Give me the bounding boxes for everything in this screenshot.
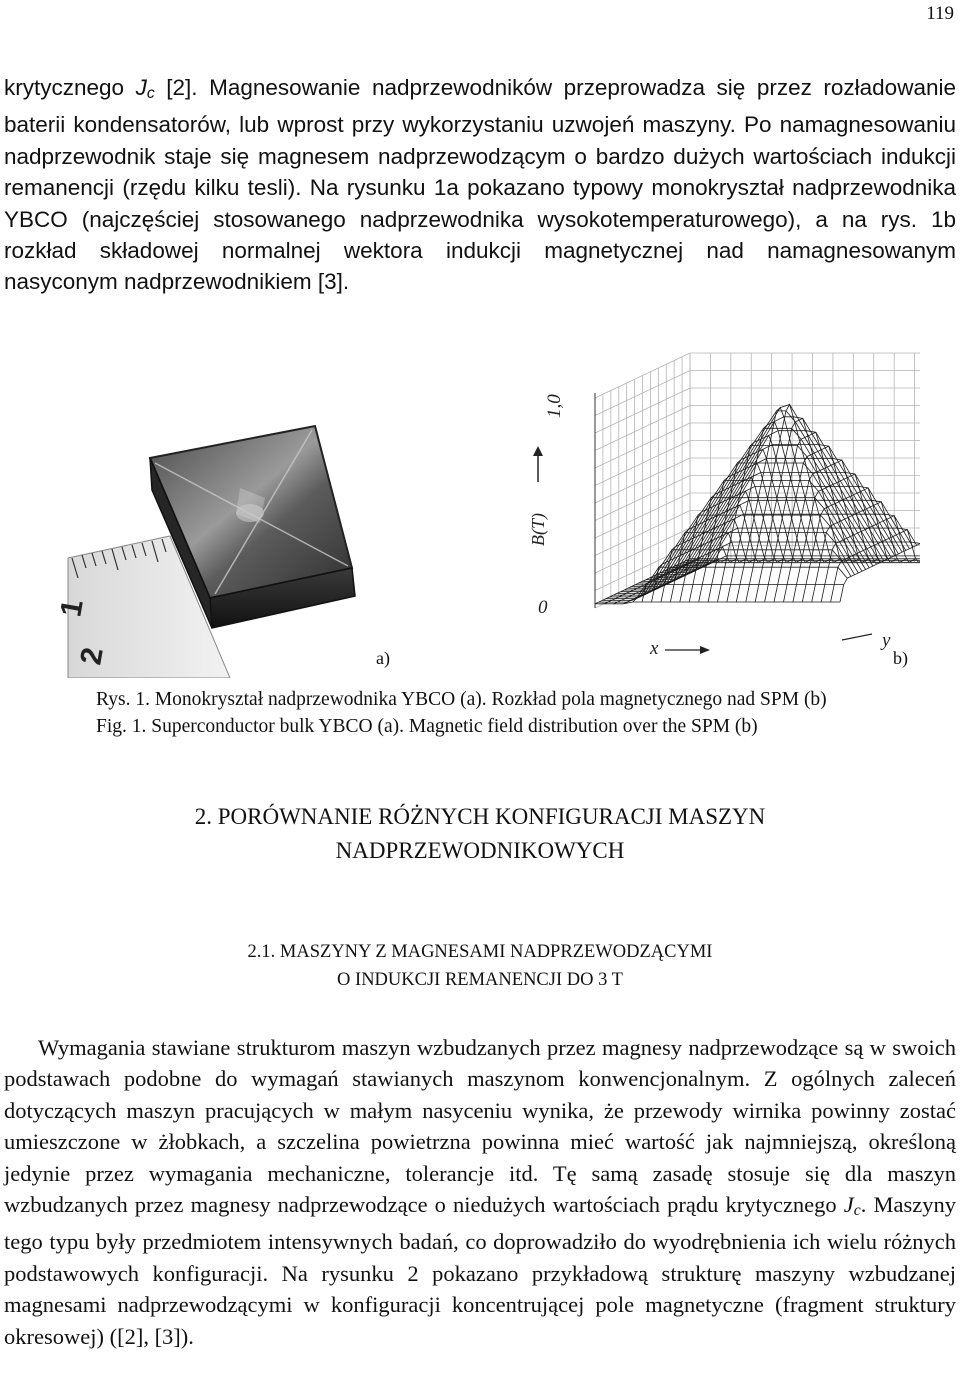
body-paragraph (4, 1032, 956, 1352)
ybco-crystal-photo (60, 418, 390, 678)
mesh-line-u (840, 544, 920, 603)
field-mesh-svg (500, 348, 920, 673)
crystal-photo-drawing (60, 418, 390, 678)
figure-caption-en: Fig. 1. Superconductor bulk YBCO (a). Magnetic field distribution over the SPM (b) (96, 716, 758, 737)
figure-label-a: a) (376, 648, 390, 668)
subsection-title-line2: O INDUKCJI REMANENCJI DO 3 T (337, 970, 623, 990)
z-axis-label (528, 446, 549, 546)
x-axis-arrowhead (700, 646, 710, 654)
field-surface-mesh (595, 405, 920, 604)
section-title-line1: 2. PORÓWNANIE RÓŻNYCH KONFIGURACJI MASZYN (194, 804, 766, 829)
figure-1 (60, 348, 920, 678)
figure-caption-pl: Rys. 1. Monokryształ nadprzewodnika YBCO (a). Rozkład pola magnetycznego nad SPM (b) (96, 689, 827, 710)
svg-text:B(T): B(T) (528, 512, 548, 546)
page-number: 119 (926, 3, 954, 24)
z-tick-bottom: 0 (538, 597, 548, 618)
section-heading (0, 800, 960, 868)
section-title-line2: NADPRZEWODNIKOWYCH (335, 838, 625, 863)
intro-paragraph (4, 72, 956, 298)
x-axis-label: x (650, 638, 659, 659)
mesh-line-u (746, 405, 841, 603)
z-tick-top: 1,0 (544, 394, 565, 418)
y-axis-arrow-line (842, 634, 872, 640)
subsection-title-line1: 2.1. MASZYNY Z MAGNESAMI NADPRZEWODZĄCYMI (247, 942, 713, 962)
body-text-part1: Wymagania stawiane strukturom maszyn wzbudzanych przez magnesy nadprzewodzące są w swoich podstawach podobne do wymagań stawianych maszynom konwencjonalnym. Z ogólnych zaleceń dotyczących maszyn pracujących w małym nasyceniu wynika, że przewody wirnika powinny zostać umieszczone w żłobkach, a szczelina powietrzna powinna mieć wartość jak najmniejszą, określoną jedynie przez wymagania mechaniczne, tolerancje itd. Tę samą zasadę stosuje się dla maszyn wzbudzanych przez magnesy nadprzewodzące o niedużych wartościach prądu krytycznego (4, 1035, 956, 1218)
figure-label-b: b) (893, 648, 908, 668)
body-text-part2: . Maszyny tego typu były przedmiotem intensywnych badań, co doprowadziło do wyodrębnienia ich wielu różnych podstawowych konfiguracji. Na rysunku 2 pokazano przykładową strukturę maszyny wzbudzanej magnesami nadprzewodzącymi w konfiguracji koncentrującej pole magnetyczne (fragment struktury okresowej) ([2], [3]). (4, 1192, 956, 1349)
intro-lead: krytycznego (4, 75, 136, 100)
subsection-heading (0, 938, 960, 994)
jc-symbol: $J_c$ (135, 75, 155, 102)
ruler-number-2: 2 (74, 645, 110, 668)
field-distribution-plot (500, 348, 920, 673)
mesh-line-v (650, 445, 895, 578)
jc-symbol-body: $J_c$ (843, 1192, 861, 1220)
y-axis-label: y (882, 630, 891, 651)
intro-text: [2]. Magnesowanie nadprzewodników przeprowadza się przez rozładowanie baterii kondensatorów, lub wprost przy wykorzystaniu uzwojeń maszyny. Po namagnesowaniu nadprzewodnik staje się magnesem nadprzewodzącym o bardzo dużych wartościach indukcji remanencji (rzędu kilku tesli). Na rysunku 1a pokazano typowy monokryształ nadprzewodnika YBCO (najczęściej stosowanego nadprzewodnika wysokotemperaturowego), a na rys. 1b rozkład składowej normalnej wektora indukcji magnetycznej nad namagnesowanym nasyconym nadprzewodnikiem [3]. (4, 75, 956, 295)
mesh-line-u (831, 530, 920, 602)
ruler-number-1: 1 (60, 597, 90, 620)
mesh-line-v (595, 602, 840, 604)
